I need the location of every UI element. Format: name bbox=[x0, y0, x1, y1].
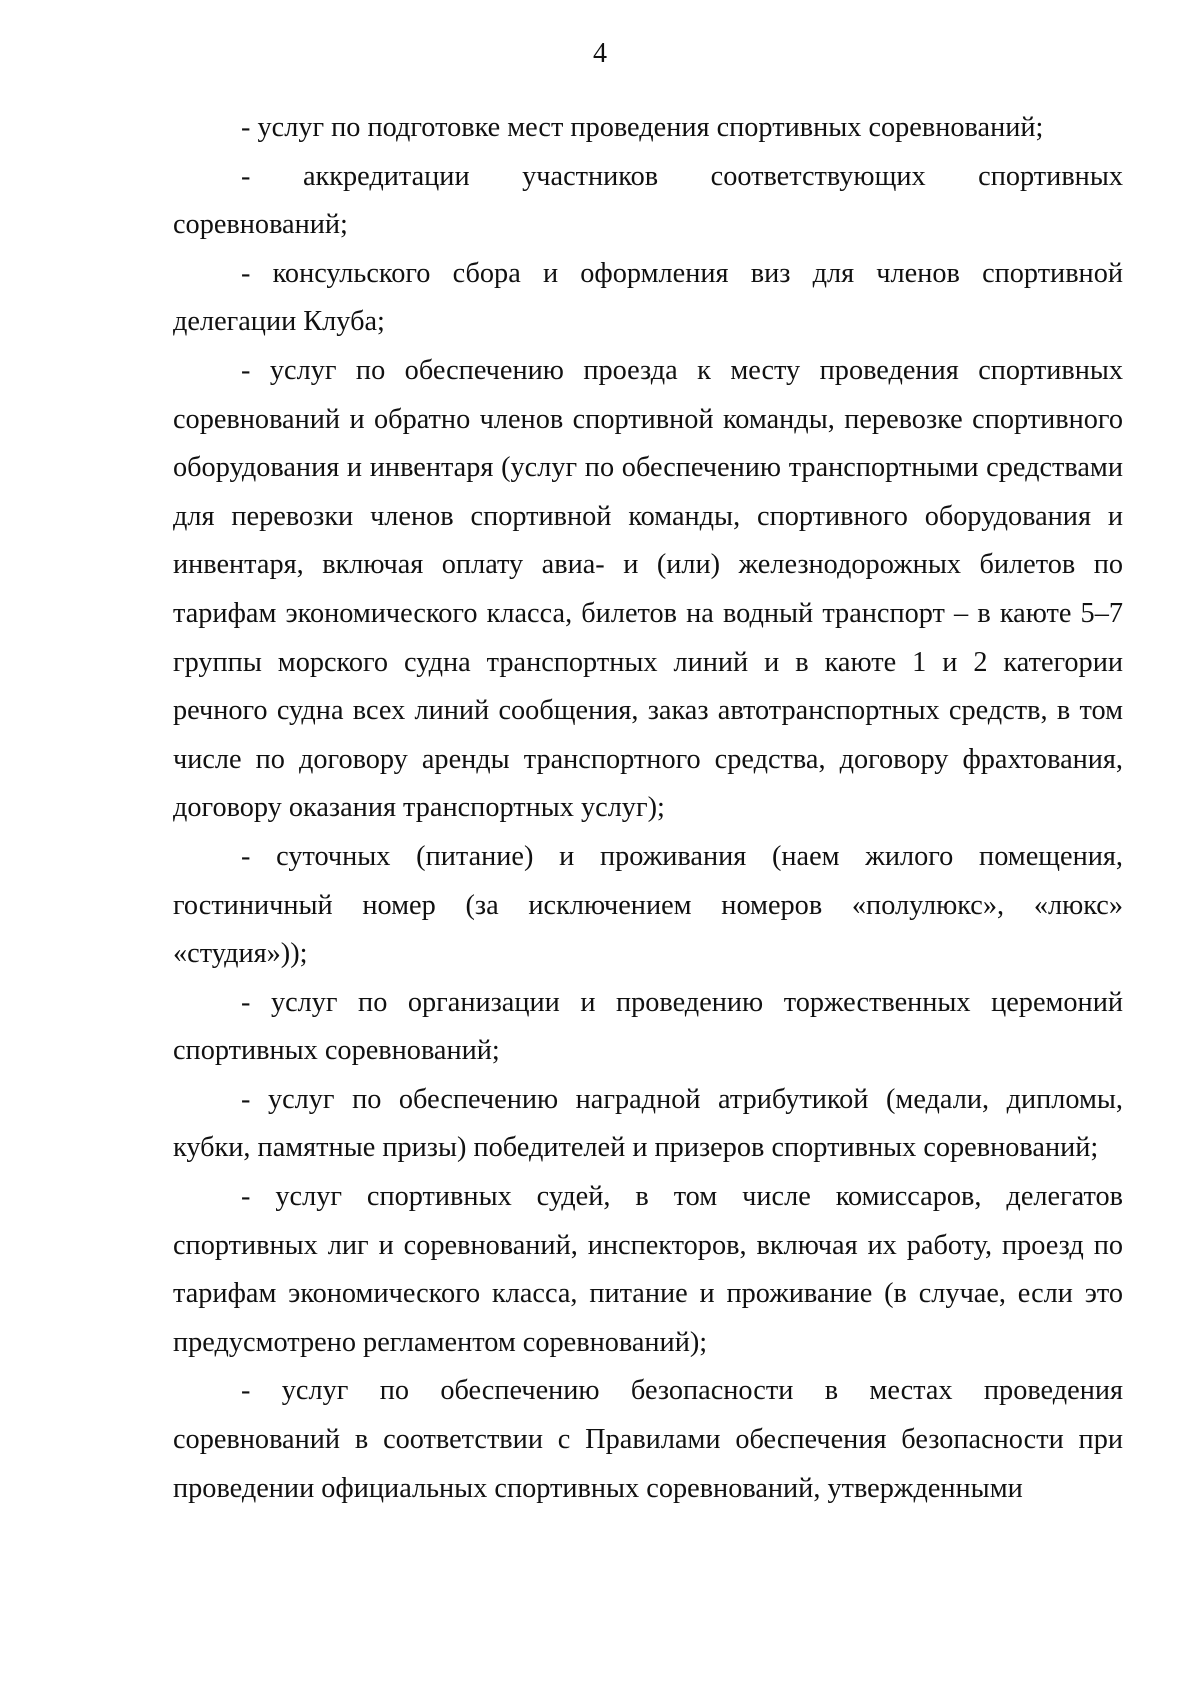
paragraph-awards: - услуг по обеспечению наградной атрибутикой (медали, дипломы, кубки, памятные призы) победителей и призеров спортивных соревнований; bbox=[173, 1083, 1123, 1164]
paragraph-referees: - услуг спортивных судей, в том числе комиссаров, делегатов спортивных лиг и соревнований, инспекторов, включая их работу, проезд по тарифам экономического класса, питание и проживание (в случае, если это предусмотрено регламентом соревнований); bbox=[173, 1181, 1123, 1358]
paragraph-security: - услуг по обеспечению безопасности в местах проведения соревнований в соответствии с Правилами обеспечения безопасности при проведении официальных спортивных соревнований, утвержденными bbox=[173, 1375, 1123, 1504]
paragraph-consular-fee: - консульского сбора и оформления виз для членов спортивной делегации Клуба; bbox=[173, 257, 1123, 338]
page-number: 4 bbox=[593, 38, 607, 69]
paragraph-accreditation: - аккредитации участников соответствующих спортивных соревнований; bbox=[173, 160, 1123, 241]
paragraph-per-diem-accommodation: - суточных (питание) и проживания (наем жилого помещения, гостиничный номер (за исключением номеров «полулюкс», «люкс» «студия»)); bbox=[173, 840, 1123, 970]
paragraph-ceremonies: - услуг по организации и проведению торжественных церемоний спортивных соревнований; bbox=[173, 986, 1123, 1067]
document-body bbox=[173, 104, 1123, 1513]
paragraph-venue-preparation: - услуг по подготовке мест проведения спортивных соревнований; bbox=[241, 112, 1044, 143]
paragraph-transport: - услуг по обеспечению проезда к месту проведения спортивных соревнований и обратно членов спортивной команды, перевозке спортивного оборудования и инвентаря (услуг по обеспечению транспортными средствами для перевозки членов спортивной команды, спортивного оборудования и инвентаря, включая оплату авиа- и (или) железнодорожных билетов по тарифам экономического класса, билетов на водный транспорт – в каюте 5–7 группы морского судна транспортных линий и в каюте 1 и 2 категории речного судна всех линий сообщения, заказ автотранспортных средств, в том числе по договору аренды транспортного средства, договору фрахтования, договору оказания транспортных услуг); bbox=[173, 354, 1123, 824]
